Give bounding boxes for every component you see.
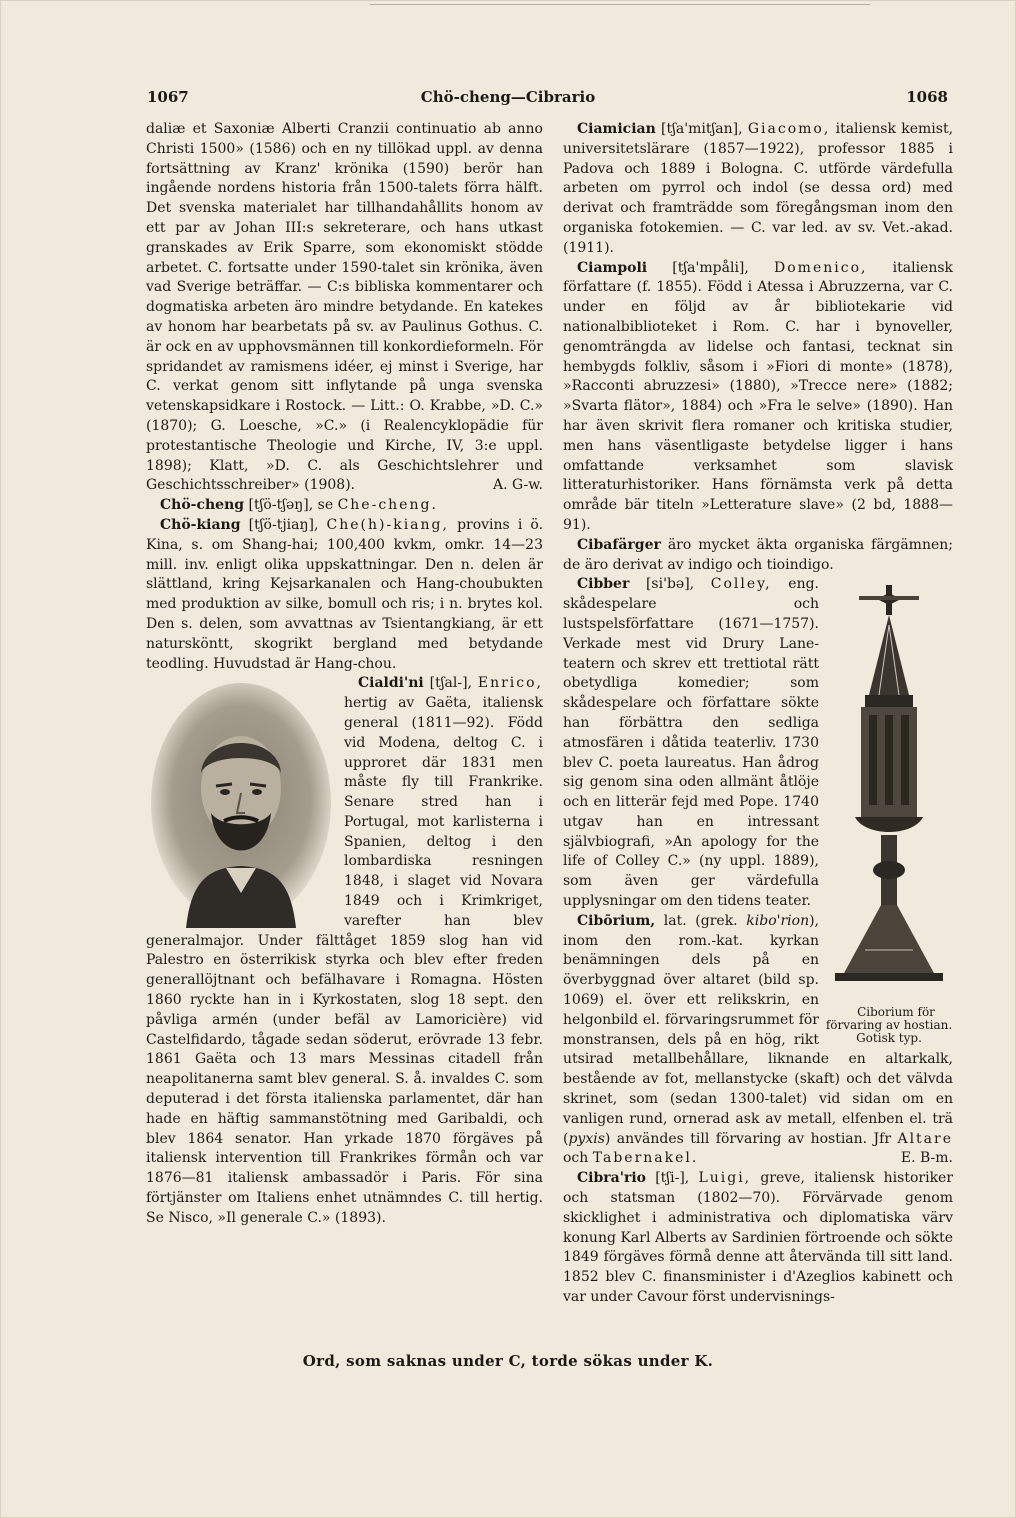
pronunciation: [tʃi-],	[655, 1170, 690, 1187]
entry-text: greve, italiensk historiker och statsman (1802—70). Förvärvade genom skicklighet i administrativa och diplomatiska värv konung Karl Alberts av Sardinien förtroende och sökte 1849 förgäves förmå denne att återvända till sitt land. 1852 blev C. finansminister i d'Azeglios kabinett och var under Cavour först undervisnings-	[563, 1170, 954, 1306]
headword: Chö-kiang	[160, 516, 241, 533]
ciborium-illustration	[825, 585, 953, 1045]
ciborium-engraving	[825, 585, 953, 1005]
entry-ciamician	[563, 120, 953, 259]
entry-cibafarger	[563, 536, 953, 576]
pronunciation: [tʃa'mpåli],	[672, 259, 749, 276]
figure-caption: Ciborium för förvaring av hostian. Gotisk typ.	[825, 1005, 953, 1046]
etymology: lat. (grek.	[663, 912, 738, 929]
signature: A. G-w.	[493, 477, 543, 494]
portrait-illustration	[146, 678, 336, 928]
portrait-engraving	[146, 678, 336, 928]
headword: Cibber	[577, 576, 630, 593]
entry-cialdini	[146, 674, 543, 1228]
left-column	[146, 120, 543, 1229]
entry-text: italiensk kemist, universitetslärare (1857—1922), professor 1885 i Padova och 1889 i Bologna. C. utförde värdefulla arbeten om pyrrol och indol (se dessa ord) med derivat och framträdde som föregångsman inom den organiska fotokemien. — C. var led. av sv. Vet.-akad. (1911).	[563, 121, 954, 256]
entry-cho-cheng	[146, 496, 543, 516]
pronunciation: [tʃö-tʃəŋ], se	[248, 497, 334, 514]
pronunciation: [si'bə],	[645, 576, 695, 593]
top-rule	[370, 4, 870, 8]
latin-term: pyxis	[568, 1130, 605, 1147]
footer-note: Ord, som saknas under C, torde sökas under K.	[302, 1352, 714, 1370]
pronunciation: [tʃal-],	[429, 675, 472, 692]
entry-cho-kiang	[146, 516, 543, 674]
pronunciation: [tʃö-tjiaŋ],	[248, 516, 319, 533]
given-name: Domenico,	[774, 259, 868, 276]
entry-text: ), inom den rom.-kat. kyrkan benämningen dels på en överbyggnad över altaret (bild sp. 1069) el. över ett relikskrin, en helgonbild el. förvaringsrummet för monstransen, dels på en hög, rikt utsirad metallbehållare, liknande en altarkalk, bestående av fot, mellanstycke (skaft) och det välvda skrinet, som (sedan 1300-talet) vid sidan om en vanligen rund, ornerad ask av metall, elfenben el. trä (	[563, 912, 953, 1147]
signature: E. B-m.	[900, 1150, 953, 1167]
entry-text: hertig av Gaëta, italiensk general (1811—92). Född vid Modena, deltog C. i upproret där 1831 men måste fly till Frankrike. Senare stred han i Portugal, mot karlisterna i Spanien, deltog i den lombardiska resningen 1848, i slaget vid Novara 1849 och i Krimkriget, varefter han blev generalmajor. Under fälttåget 1859 slog han vid Palestro en österrikisk styrka och blev efter freden generallöjtnant och befälhavare i Romagna. Hösten 1860 ryckte han in i Kyrkostaten, slog 18 sept. den påvliga armén (under befäl av Lamoricière) vid Castelfidardo, tågade sedan söderut, erövrade 13 febr. 1861 Gaëta och 13 mars Messinas citadell från neapolitanerna samt blev general. S. å. invaldes C. som deputerad i det första italienska parlamentet, där han hade en häftig sammanstötning med Garibaldi, och blev 1864 senator. Han yrkade 1870 förgäves på italiensk intervention till Frankrikes förmån och var 1876—81 italiensk ambassadör i Paris. För sina förtjänster om Italiens enhet utnämndes C. till hertig. Se Nisco, »Il generale C.» (1893).	[146, 695, 543, 1226]
cross-reference: Tabernakel.	[592, 1150, 699, 1167]
headword: Cialdi'ni	[358, 675, 424, 692]
entry-text: italiensk författare (f. 1855). Född i Atessa i Abruzzerna, var C. under en följd av år bibliotekarie vid nationalbiblioteket i Rom. C. har i bynoveller, genomträngda av lidelse och fantasi, tecknat sin hembygds folkliv, såsom i »Fiori di monte» (1878), »Racconti abruzzesi» (1880), »Trecce nere» (1882; »Svarta flätor», 1884) och »Fra le selve» (1890). Han har även skrivit flera romaner och kritiska studier, men hans väsentligaste betydelse ligger i hans omfattande verksamhet som slavisk litteraturhistoriker. Hans förnämsta verk på detta område bär titeln »Letterature slave» (2 bd, 1888—91).	[563, 259, 954, 533]
right-column	[563, 120, 953, 1308]
given-name: Giacomo,	[747, 121, 831, 137]
entry-text: daliæ et Saxoniæ Alberti Cranzii continuatio ab anno Christi 1500» (1586) och en ny tillökad uppl. av denna fortsättning av Kranz' krönika (1590) berör han ingående nordens historia från 1500-talets förra hälft. Det svenska materialet har tillhandahållits honom av ett par av Johan III:s sekreterare, och hans utkast granskades av Erik Sparre, som ekonomiskt stödde arbetet. C. fortsatte under 1590-talet sin krönika, även vad Sverige beträffar. — C:s bibliska kommentarer och dogmatiska arbeten äro mindre betydande. En katekes av honom har bearbetats på sv. av Paulinus Gothus. C. är ock en av upphovsmännen till konkordieformeln. För spridandet av ramismens idéer, ej minst i Sverige, har C. verkat genom sitt inflytande på unga svenska vetenskapsidkare i Rostock. — Litt.: O. Krabbe, »D. C.» (1870); G. Loesche, »C.» (i Realencyklopädie für protestantische Theologie und Kirche, IV, 3:e uppl. 1898); Klatt, »D. C. als Geschichtslehrer und Geschichtsschreiber» (1908).	[146, 121, 543, 494]
headword: Ciampoli	[577, 259, 648, 276]
alt-name: Che(h)-kiang,	[326, 516, 449, 533]
entry-text-2: ) användes till förvaring av hostian. Jfr	[604, 1130, 892, 1147]
given-name: Enrico,	[477, 675, 543, 692]
headword: Cibafärger	[577, 536, 661, 553]
pronunciation: [tʃa'mitʃan],	[661, 121, 743, 137]
entry-chytraeus-continued	[146, 120, 543, 496]
entry-text: äro mycket äkta organiska färgämnen; de äro derivat av indigo och tioindigo.	[563, 536, 953, 573]
given-name: Luigi,	[698, 1170, 752, 1187]
given-name: Colley,	[710, 576, 772, 593]
page-number-right: 1068	[906, 88, 948, 106]
conjunction: och	[563, 1150, 589, 1167]
headword: Ciamician	[577, 121, 656, 137]
entry-cibrario	[563, 1169, 953, 1308]
entry-text: eng. skådespelare och lustspelsförfattare (1671—1757). Verkade mest vid Drury Lane-teatern och skrev ett trettiotal rätt obetydliga komedier; som skådespelare och författare sökte han förbättra den sedliga atmosfären i dåtida teaterliv. 1730 blev C. poeta laureatus. Han ådrog sig genom sina oden allmänt åtlöje och en litterär fejd med Pope. 1740 utgav han en intressant självbiografi, »An apology for the life of Colley C.» (ny uppl. 1889), som även ger värdefulla upplysningar om den tidens teater.	[563, 576, 819, 910]
cross-reference: Altare	[897, 1130, 953, 1147]
cross-reference: Che-cheng.	[337, 497, 438, 514]
headword: Chö-cheng	[160, 497, 245, 514]
greek-term: kibo'rion	[746, 912, 810, 929]
page-number-left: 1067	[147, 88, 189, 106]
entry-text: provins i ö. Kina, s. om Shang-hai; 100,400 kvkm, omkr. 14—23 mill. inv. enligt olika uppskattningar. Den n. delen är slättland, kring Kejsarkanalen och Hang-choubukten med produktion av silke, bomull och ris; i n. brytes kol. Den s. delen, som avvattnas av Tsientangkiang, är ett natursköntt, skogrikt bergland med betydande teodling. Huvudstad är Hang-chou.	[146, 516, 544, 672]
entry-ciampoli	[563, 259, 953, 536]
headword: Cibōrium,	[577, 912, 656, 929]
running-title: Chö-cheng—Cibrario	[420, 88, 596, 106]
headword: Cibra'rio	[577, 1170, 647, 1187]
